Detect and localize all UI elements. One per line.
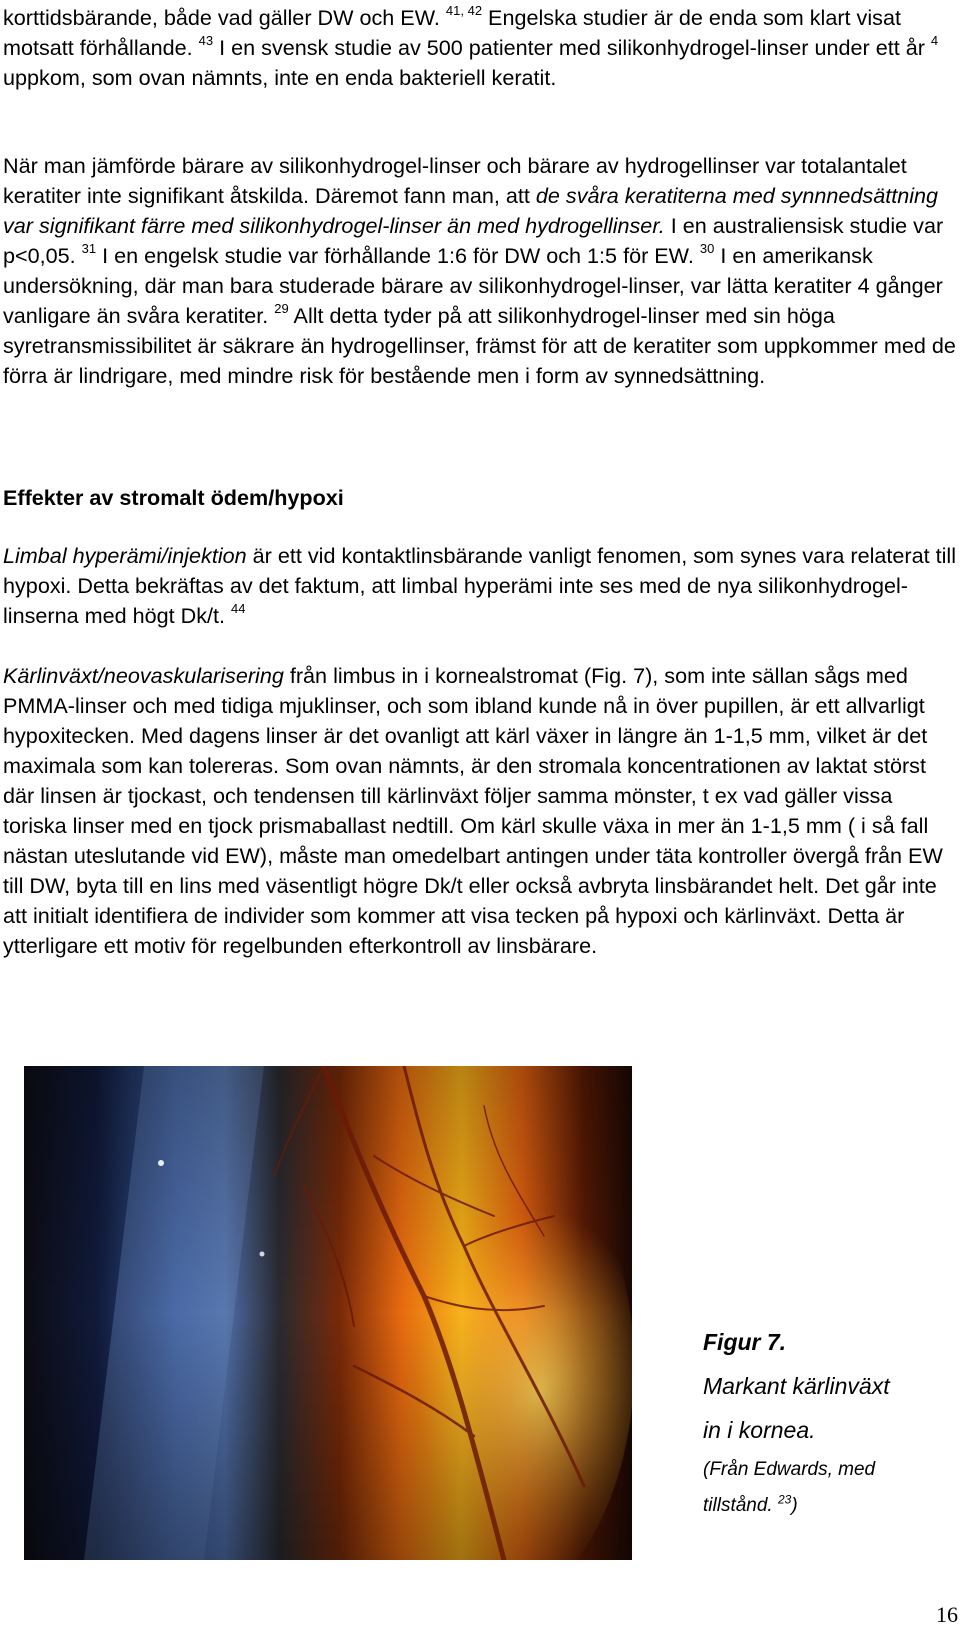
text: I en svensk studie av 500 patienter med silikonhydrogel-linser under ett år — [213, 35, 931, 60]
italic-term: Kärlinväxt/neovaskularisering — [3, 663, 284, 688]
italic-term: Limbal hyperämi/injektion — [3, 543, 247, 568]
cornea-photo-illustration — [24, 1066, 632, 1560]
text: från limbus in i kornealstromat (Fig. 7), som inte sällan sågs med PMMA-linser och med tidiga mjuklinser, och som ibland kunde nå in över pupillen, är ett allvarligt hypoxitecken. Med dagens linser är det ovanligt att kärl växer in längre än 1-1,5 mm, vilket är det maximala som kan tolereras. Som ovan nämnts, är den stromala koncentrationen av laktat störst där linsen är tjockast, och tendensen till kärlinväxt följer samma mönster, t ex vad gäller vissa toriska linser med en tjock prismaballast nedtill. Om kärl skulle växa in mer än 1-1,5 mm ( i så fall nästan uteslutande vid EW), måste man omedelbart antingen under täta kontroller övergå från EW till DW, byta till en lins med väsentligt högre Dk/t eller också avbryta linsbärandet helt. Det går inte att initialt identifiera de individer som kommer att visa tecken på hypoxi och kärlinväxt. Detta är ytterligare ett motiv för regelbunden efterkontroll av linsbärare. — [3, 663, 943, 958]
paragraph-keratitis-studies — [3, 3, 958, 93]
text: I en australiensisk studie var p<0,05. — [3, 213, 944, 268]
figure-caption — [703, 1320, 943, 1524]
citation: 30 — [699, 240, 715, 256]
caption-line: Markant kärlinväxt — [703, 1373, 890, 1399]
text: Allt detta tyder på att silikonhydrogel-linser med sin höga syretransmissibilitet är säkrare än hydrogellinser, främst för att de keratiter som uppkommer med de förra är lindrigare, med mindre risk för bestående men i form av synnedsättning. — [3, 303, 956, 388]
text: När man jämförde bärare av silikonhydrogel-linser och bärare av hydrogellinser var totalantalet keratiter inte signifikant åtskilda. Däremot fann man, att — [3, 153, 907, 208]
citation: 23 — [777, 1492, 792, 1507]
text: ) — [791, 1495, 798, 1516]
text: I en amerikansk undersökning, där man bara studerade bärare av silikonhydrogel-linser, var lätta keratiter 4 gånger vanligare än svåra keratiter. — [3, 243, 943, 328]
text: I en engelsk studie var förhållande 1:6 för DW och 1:5 för EW. — [96, 243, 700, 268]
caption-source: (Från Edwards, med — [703, 1459, 876, 1480]
section-heading: Effekter av stromalt ödem/hypoxi — [3, 485, 344, 510]
citation: 31 — [81, 240, 97, 256]
citation: 4 — [930, 32, 939, 48]
paragraph-limbal-hyperemia — [3, 541, 958, 631]
citation: 44 — [231, 600, 246, 616]
citation: 43 — [198, 32, 214, 48]
caption-line: in i kornea. — [703, 1417, 816, 1443]
text: Engelska studier är de enda som klart visat motsatt förhållande. — [3, 5, 901, 60]
italic-text: de svåra keratiterna med synnnedsättning var signifikant färre med silikonhydrogel-linser än med hydrogellinser. — [3, 183, 939, 238]
text: är ett vid kontaktlinsbärande vanligt fenomen, som synes vara relaterat till hypoxi. Detta bekräftas av det faktum, att limbal hyperämi inte ses med de nya silikonhydrogel-linserna med högt Dk/t. — [3, 543, 957, 628]
paragraph-comparison — [3, 151, 958, 391]
page-number: 16 — [936, 1602, 958, 1627]
text: tillstånd. — [703, 1495, 778, 1516]
citation: 29 — [274, 300, 289, 316]
citation: 41, 42 — [445, 2, 483, 18]
caption-source — [703, 1488, 943, 1524]
paragraph-neovascularization — [3, 661, 958, 961]
figure-corneal-vessels-photo — [24, 1066, 632, 1560]
text: korttidsbärande, både vad gäller DW och EW. — [3, 5, 446, 30]
text: uppkom, som ovan nämnts, inte en enda bakteriell keratit. — [3, 65, 557, 90]
caption-title: Figur 7. — [703, 1329, 787, 1355]
